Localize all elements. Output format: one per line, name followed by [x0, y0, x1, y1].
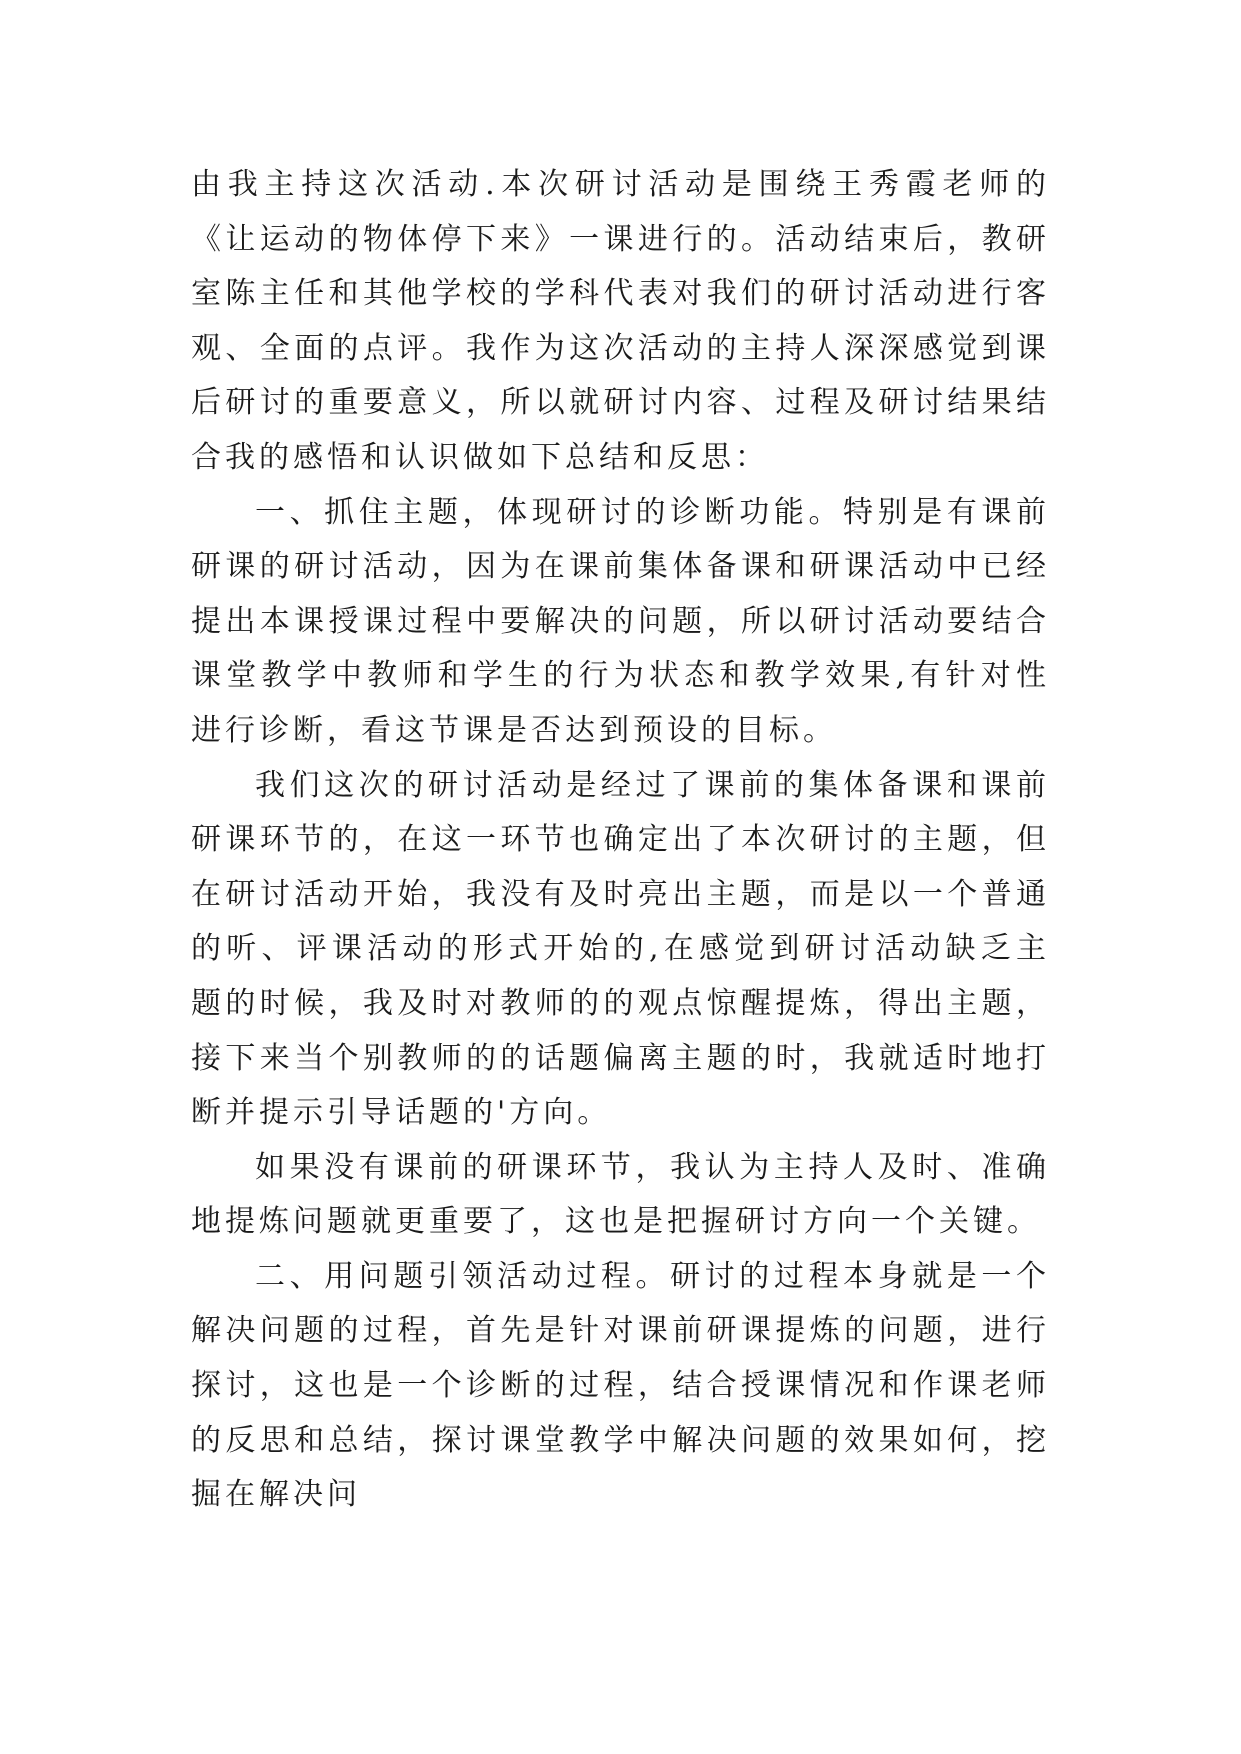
paragraph-no-prep: 如果没有课前的研课环节，我认为主持人及时、准确地提炼问题就更重要了，这也是把握研讨方向一个关键。 — [191, 1149, 1050, 1240]
paragraph-intro: 由我主持这次活动.本次研讨活动是围绕王秀霞老师的《让运动的物体停下来》一课进行的。活动结束后，教研室陈主任和其他学校的学科代表对我们的研讨活动进行客观、全面的点评。我作为这次活动的主持人深深感觉到课后研讨的重要意义，所以就研讨内容、过程及研讨结果结合我的感悟和认识做如下总结和反思： — [191, 167, 1050, 475]
document-body — [191, 158, 1050, 1523]
paragraph-discussion: 我们这次的研讨活动是经过了课前的集体备课和课前研课环节的，在这一环节也确定出了本次研讨的主题，但在研讨活动开始，我没有及时亮出主题，而是以一个普通的听、评课活动的形式开始的,在感觉到研讨活动缺乏主题的时候，我及时对教师的的观点惊醒提炼，得出主题，接下来当个别教师的的话题偏离主题的时，我就适时地打断并提示引导话题的'方向。 — [191, 767, 1050, 1131]
paragraph-section-two: 二、用问题引领活动过程。研讨的过程本身就是一个解决问题的过程，首先是针对课前研课提炼的问题，进行探讨，这也是一个诊断的过程，结合授课情况和作课老师的反思和总结，探讨课堂教学中解决问题的效果如何，挖掘在解决问 — [191, 1258, 1050, 1513]
paragraph-section-one: 一、抓住主题，体现研讨的诊断功能。特别是有课前研课的研讨活动，因为在课前集体备课和研课活动中已经提出本课授课过程中要解决的问题，所以研讨活动要结合课堂教学中教师和学生的行为状态和教学效果,有针对性进行诊断，看这节课是否达到预设的目标。 — [191, 494, 1050, 748]
